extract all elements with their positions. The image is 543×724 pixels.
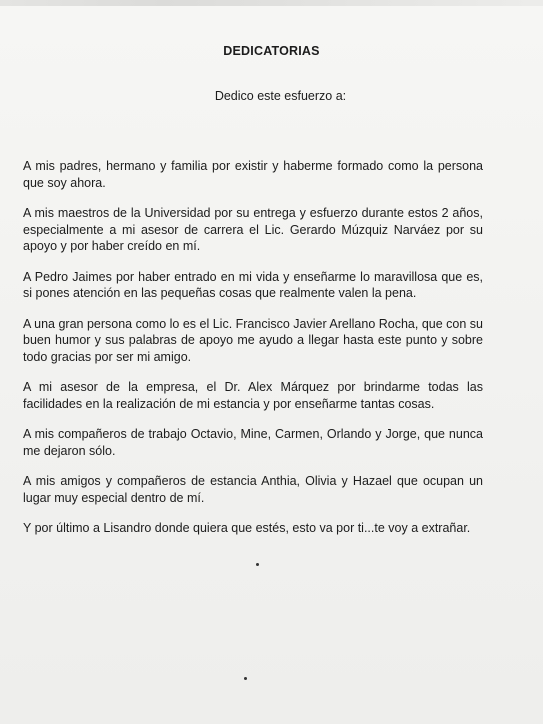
page-speck	[256, 563, 259, 566]
dedication-body	[23, 158, 483, 537]
dedication-paragraph: Y por último a Lisandro donde quiera que estés, esto va por ti...te voy a extrañar.	[23, 521, 471, 535]
page-top-edge	[0, 0, 543, 6]
page-speck	[244, 677, 247, 680]
dedication-paragraph: A mis amigos y compañeros de estancia Anthia, Olivia y Hazael que ocupan un lugar muy especial dentro de mí.	[23, 474, 483, 505]
dedication-paragraph: A Pedro Jaimes por haber entrado en mi vida y enseñarme lo maravillosa que es, si pones atención en las pequeñas cosas que realmente valen la pena.	[23, 269, 483, 300]
dedication-paragraph: A mis padres, hermano y familia por existir y haberme formado como la persona que soy ahora.	[23, 159, 483, 190]
dedication-paragraph: A una gran persona como lo es el Lic. Francisco Javier Arellano Rocha, que con su buen humor y sus palabras de apoyo me ayudo a llegar hasta este punto y sobre todo gracias por ser mi amigo.	[23, 316, 483, 364]
dedication-paragraph: A mis maestros de la Universidad por su entrega y esfuerzo durante estos 2 años, especialmente a mi asesor de carrera el Lic. Gerardo Múzquiz Narváez por su apoyo y por haber creído en mí.	[23, 206, 483, 253]
document-subtitle: Dedico este esfuerzo a:	[214, 89, 347, 103]
dedication-paragraph: A mi asesor de la empresa, el Dr. Alex Márquez por brindarme todas las facilidades en la realización de mi estancia y por enseñarme tantas cosas.	[23, 380, 483, 411]
document-title: DEDICATORIAS	[223, 44, 320, 58]
dedication-paragraph: A mis compañeros de trabajo Octavio, Mine, Carmen, Orlando y Jorge, que nunca me dejaron sólo.	[23, 427, 483, 458]
